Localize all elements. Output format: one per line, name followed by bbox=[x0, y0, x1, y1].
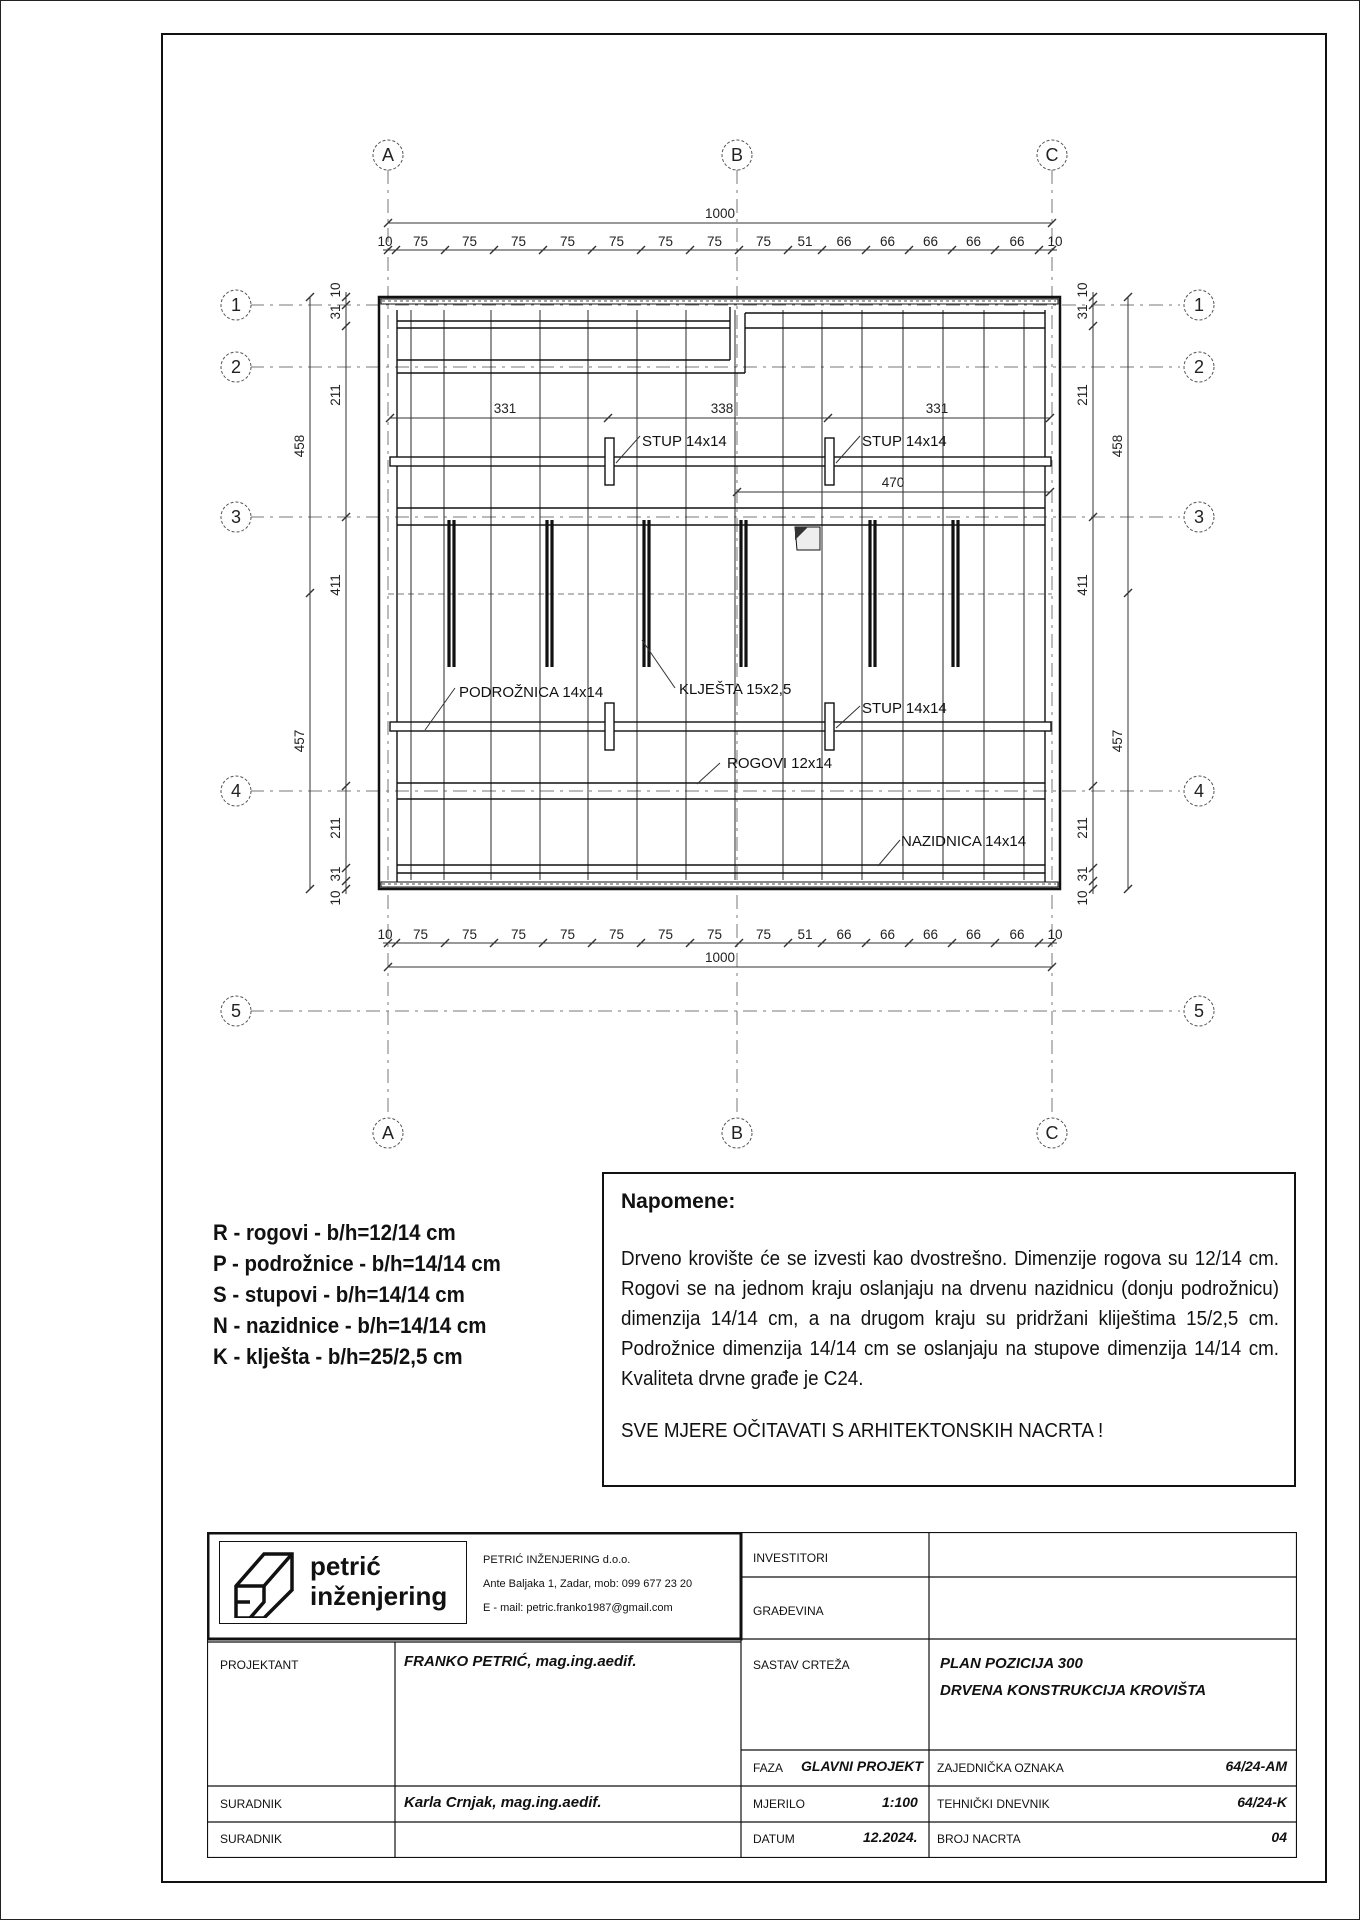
dim-y-right-3: 411 bbox=[1075, 574, 1090, 596]
grid-label-b-bottom: B bbox=[730, 1123, 744, 1143]
grid-label-4-right: 4 bbox=[1193, 781, 1205, 801]
grid-label-1-right: 1 bbox=[1193, 295, 1205, 315]
grid-label-c-top: C bbox=[1045, 145, 1059, 165]
dim-span-1: 338 bbox=[710, 401, 734, 416]
dim-x-top-15: 10 bbox=[1047, 234, 1063, 249]
dim-span-2: 331 bbox=[925, 401, 949, 416]
dim-y-left-0: 10 bbox=[328, 282, 343, 298]
dim-y-right-2: 211 bbox=[1075, 384, 1090, 406]
dim-x-top-1: 75 bbox=[412, 234, 429, 249]
dim-x-top-0: 10 bbox=[377, 234, 393, 249]
suradnik-name-1: Karla Crnjak, mag.ing.aedif. bbox=[404, 1794, 602, 1811]
dim-y-outer-right-1: 457 bbox=[1110, 729, 1125, 753]
title-block bbox=[207, 1532, 1297, 1858]
label-kljesta: KLJEŠTA 15x2,5 bbox=[679, 681, 792, 698]
dim-y-outer-left-0: 458 bbox=[292, 434, 307, 458]
member-legend bbox=[213, 1217, 501, 1372]
dim-x-top-11: 66 bbox=[879, 234, 896, 249]
dim-y-left-2: 211 bbox=[328, 384, 343, 406]
company-logo bbox=[219, 1541, 467, 1624]
sastav-line-2: DRVENA KONSTRUKCIJA KROVIŠTA bbox=[940, 1682, 1207, 1699]
grid-label-2-right: 2 bbox=[1193, 357, 1205, 377]
dim-x-bottom-13: 66 bbox=[965, 927, 982, 942]
notes-warning: SVE MJERE OČITAVATI S ARHITEKTONSKIH NACRTA ! bbox=[621, 1420, 1104, 1442]
broj-value: 04 bbox=[1271, 1829, 1287, 1845]
dim-x-bottom-9: 51 bbox=[797, 927, 813, 942]
investitori-label: INVESTITORI bbox=[753, 1551, 829, 1565]
grid-label-2-left: 2 bbox=[230, 357, 242, 377]
dim-y-left-4: 211 bbox=[328, 817, 343, 839]
dim-x-top-9: 51 bbox=[797, 234, 813, 249]
grid-label-a-top: A bbox=[381, 145, 395, 165]
legend-item-stupovi: S - stupovi - b/h=14/14 cm bbox=[213, 1282, 465, 1307]
dim-x-bottom-7: 75 bbox=[706, 927, 723, 942]
dim-x-bottom-15: 10 bbox=[1047, 927, 1063, 942]
dim-y-right-6: 10 bbox=[1075, 890, 1090, 906]
grid-label-b-top: B bbox=[730, 145, 744, 165]
dim-x-bottom-11: 66 bbox=[879, 927, 896, 942]
notes-box bbox=[602, 1172, 1296, 1487]
grid-label-5-right: 5 bbox=[1193, 1001, 1205, 1021]
dim-470: 470 bbox=[881, 475, 905, 490]
legend-item-podroznice: P - podrožnice - b/h=14/14 cm bbox=[213, 1251, 501, 1276]
dim-x-top-10: 66 bbox=[836, 234, 852, 249]
logo-line-1: petrić bbox=[310, 1551, 381, 1581]
dim-x-bottom-6: 75 bbox=[657, 927, 674, 942]
dim-x-bottom-14: 66 bbox=[1009, 927, 1025, 942]
dim-x-top-4: 75 bbox=[559, 234, 576, 249]
zajednicka-value: 64/24-AM bbox=[1225, 1758, 1287, 1774]
grid-label-3-right: 3 bbox=[1193, 507, 1205, 527]
notes-body: Drveno krovište će se izvesti kao dvostrešno. Dimenzije rogova su 12/14 cm. Rogovi se na jednom kraju oslanjaju na drvenu nazidnicu (donju podrožnicu) dimenzija 14/14 cm, a na drugom kraju su pridržani kliještima 15/2,5 cm. Podrožnice dimenzija 14/14 cm se oslanjaju na stupove dimenzija 14/14 cm. Kvaliteta drvne građe je C24. bbox=[621, 1248, 1279, 1390]
dim-x-bottom-10: 66 bbox=[836, 927, 852, 942]
dim-x-bottom-4: 75 bbox=[559, 927, 576, 942]
dim-y-outer-right-0: 458 bbox=[1110, 434, 1125, 458]
grid-label-c-bottom: C bbox=[1045, 1123, 1059, 1143]
dim-x-top-13: 66 bbox=[965, 234, 982, 249]
suradnik-label-1: SURADNIK bbox=[220, 1797, 283, 1811]
broj-label: BROJ NACRTA bbox=[937, 1832, 1021, 1846]
company-email: E - mail: petric.franko1987@gmail.com bbox=[483, 1602, 673, 1614]
dim-x-top-14: 66 bbox=[1009, 234, 1025, 249]
mjerilo-value: 1:100 bbox=[882, 1794, 918, 1810]
dim-y-left-1: 31 bbox=[328, 304, 343, 320]
dim-y-right-5: 31 bbox=[1075, 866, 1090, 882]
dim-x-bottom-12: 66 bbox=[922, 927, 939, 942]
dim-x-top-2: 75 bbox=[461, 234, 478, 249]
dim-y-right-4: 211 bbox=[1075, 817, 1090, 839]
notes-title: Napomene: bbox=[621, 1190, 736, 1213]
dim-x-top-12: 66 bbox=[922, 234, 939, 249]
projektant-label: PROJEKTANT bbox=[220, 1658, 299, 1672]
dim-x-bottom-8: 75 bbox=[755, 927, 772, 942]
label-rogovi: ROGOVI 12x14 bbox=[727, 755, 833, 772]
dim-x-top-5: 75 bbox=[608, 234, 625, 249]
dim-overall-bottom: 1000 bbox=[704, 950, 736, 965]
dim-x-top-7: 75 bbox=[706, 234, 723, 249]
zajednicka-label: ZAJEDNIČKA OZNAKA bbox=[937, 1761, 1064, 1775]
label-stup-3: STUP 14x14 bbox=[862, 700, 947, 717]
grid-label-3-left: 3 bbox=[230, 507, 242, 527]
dim-y-outer-left-1: 457 bbox=[292, 729, 307, 753]
logo-mark-icon bbox=[228, 1546, 300, 1618]
company-name: PETRIĆ INŽENJERING d.o.o. bbox=[483, 1554, 631, 1566]
tehnicki-value: 64/24-K bbox=[1237, 1794, 1287, 1810]
grid-label-a-bottom: A bbox=[381, 1123, 395, 1143]
dim-y-right-1: 31 bbox=[1075, 304, 1090, 320]
legend-item-kljesta: K - klješta - b/h=25/2,5 cm bbox=[213, 1344, 463, 1369]
dim-x-bottom-1: 75 bbox=[412, 927, 429, 942]
grid-label-1-left: 1 bbox=[230, 295, 242, 315]
dim-y-left-6: 10 bbox=[328, 890, 343, 906]
projektant-name: FRANKO PETRIĆ, mag.ing.aedif. bbox=[404, 1653, 637, 1670]
gradjevina-label: GRAĐEVINA bbox=[753, 1604, 824, 1618]
label-podroznica: PODROŽNICA 14x14 bbox=[459, 684, 604, 701]
faza-value: GLAVNI PROJEKT bbox=[801, 1758, 923, 1774]
legend-item-rogovi: R - rogovi - b/h=12/14 cm bbox=[213, 1220, 456, 1245]
company-address: Ante Baljaka 1, Zadar, mob: 099 677 23 20 bbox=[483, 1578, 693, 1590]
dim-y-right-0: 10 bbox=[1075, 282, 1090, 298]
legend-item-nazidnice: N - nazidnice - b/h=14/14 cm bbox=[213, 1313, 487, 1338]
grid-label-5-left: 5 bbox=[230, 1001, 242, 1021]
dim-x-top-3: 75 bbox=[510, 234, 527, 249]
dim-x-bottom-2: 75 bbox=[461, 927, 478, 942]
dim-x-bottom-0: 10 bbox=[377, 927, 393, 942]
dim-x-top-8: 75 bbox=[755, 234, 772, 249]
dim-overall-top: 1000 bbox=[704, 206, 736, 221]
mjerilo-label: MJERILO bbox=[753, 1797, 806, 1811]
dim-span-0: 331 bbox=[493, 401, 517, 416]
faza-label: FAZA bbox=[753, 1761, 784, 1775]
dim-x-bottom-5: 75 bbox=[608, 927, 625, 942]
label-nazidnica: NAZIDNICA 14x14 bbox=[901, 833, 1027, 850]
dim-x-top-6: 75 bbox=[657, 234, 674, 249]
datum-value: 12.2024. bbox=[863, 1829, 918, 1845]
label-stup-2: STUP 14x14 bbox=[862, 433, 947, 450]
dim-y-left-3: 411 bbox=[328, 574, 343, 596]
sastav-label: SASTAV CRTEŽA bbox=[753, 1658, 850, 1672]
sastav-line-1: PLAN POZICIJA 300 bbox=[940, 1655, 1083, 1672]
label-stup-1: STUP 14x14 bbox=[642, 433, 727, 450]
dim-x-bottom-3: 75 bbox=[510, 927, 527, 942]
tehnicki-label: TEHNIČKI DNEVNIK bbox=[937, 1797, 1050, 1811]
suradnik-label-2: SURADNIK bbox=[220, 1832, 283, 1846]
dim-y-left-5: 31 bbox=[328, 866, 343, 882]
logo-line-2: inženjering bbox=[310, 1581, 448, 1611]
grid-label-4-left: 4 bbox=[230, 781, 242, 801]
datum-label: DATUM bbox=[753, 1832, 795, 1846]
